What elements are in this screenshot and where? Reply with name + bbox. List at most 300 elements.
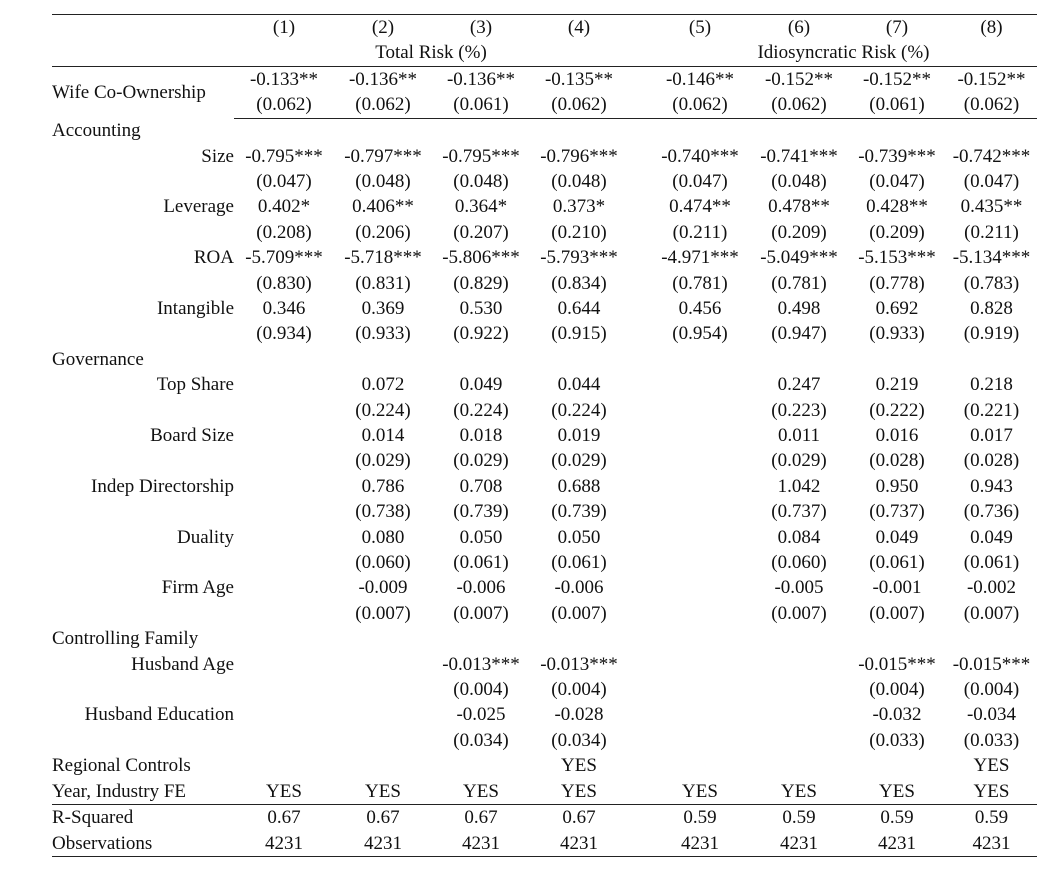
coef-col-5: 0.456 xyxy=(678,297,722,319)
coef-col-3: 0.050 xyxy=(459,526,503,548)
empty-cell xyxy=(946,626,1037,651)
empty-cell xyxy=(848,626,946,651)
coef-col-1 xyxy=(234,474,334,499)
main-se-col-1: (0.062) xyxy=(234,92,334,118)
coef-row xyxy=(52,474,1037,499)
se-col-8: (0.221) xyxy=(963,399,1020,421)
se-col-8: (0.061) xyxy=(963,552,1020,574)
footer-col-7: YES xyxy=(848,779,946,805)
se-row xyxy=(52,499,1037,524)
se-col-1 xyxy=(234,677,334,702)
coef-col-5 xyxy=(650,474,750,499)
coef-row xyxy=(52,296,1037,321)
coef-col-2: 0.786 xyxy=(361,475,405,497)
footer-col-8: YES xyxy=(973,755,1010,777)
coef-col-4: 0.019 xyxy=(557,425,601,446)
empty-cell xyxy=(750,626,848,651)
footer-col-5: 0.59 xyxy=(683,807,717,829)
column-gap xyxy=(628,40,650,66)
coef-col-1: 0.402* xyxy=(257,196,311,218)
footer-label: Observations xyxy=(52,831,234,857)
coef-col-3: 0.018 xyxy=(459,425,503,446)
footer-col-1: YES xyxy=(234,779,334,805)
coef-col-7: 0.428** xyxy=(866,196,928,218)
se-col-7: (0.061) xyxy=(869,552,925,574)
se-row-stub xyxy=(52,677,234,702)
se-col-5 xyxy=(650,499,750,524)
se-row xyxy=(52,677,1037,702)
coef-col-6 xyxy=(750,702,848,727)
coef-col-5: -4.971*** xyxy=(661,247,739,269)
column-gap xyxy=(628,702,650,727)
se-col-8: (0.736) xyxy=(963,501,1020,523)
se-col-7: (0.047) xyxy=(869,170,925,192)
se-col-3: (0.829) xyxy=(453,272,509,294)
coef-row xyxy=(52,702,1037,727)
main-coef-col-2: -0.136** xyxy=(348,68,418,90)
coef-col-2: 0.369 xyxy=(361,297,405,319)
se-col-6: (0.029) xyxy=(771,450,827,472)
empty-cell xyxy=(234,118,334,143)
row-main-coef xyxy=(52,66,1037,92)
se-row-stub xyxy=(52,448,234,473)
coef-col-1 xyxy=(234,702,334,727)
se-row-stub xyxy=(52,321,234,346)
variable-label: Firm Age xyxy=(161,577,234,599)
coef-col-1 xyxy=(234,575,334,600)
coef-col-5 xyxy=(650,372,750,397)
coef-col-6: -0.741*** xyxy=(760,145,838,167)
column-gap xyxy=(628,831,650,857)
coef-col-2: 0.072 xyxy=(361,374,405,396)
se-col-5: (0.047) xyxy=(672,170,728,192)
footer-row xyxy=(52,805,1037,831)
se-col-8: (0.004) xyxy=(963,679,1020,701)
se-col-3: (0.207) xyxy=(453,221,509,243)
section-title: Governance xyxy=(52,348,144,370)
coef-col-6: -5.049*** xyxy=(760,247,838,269)
coef-col-2: 0.014 xyxy=(361,425,405,446)
se-col-3: (0.922) xyxy=(453,323,509,345)
se-col-2: (0.029) xyxy=(355,450,411,472)
se-row xyxy=(52,220,1037,245)
coef-col-2: -5.718*** xyxy=(344,247,422,269)
se-col-1 xyxy=(234,601,334,626)
column-gap xyxy=(628,372,650,397)
se-col-4: (0.029) xyxy=(551,450,607,472)
footer-label: R-Squared xyxy=(52,807,134,829)
column-gap xyxy=(628,92,650,118)
section-title: Accounting xyxy=(52,120,141,142)
footer-col-4: YES xyxy=(530,779,628,805)
footer-label: Year, Industry FE xyxy=(52,779,234,805)
coef-col-1: 0.346 xyxy=(262,297,306,319)
footer-col-3: YES xyxy=(432,779,530,805)
se-col-5 xyxy=(650,550,750,575)
coef-row xyxy=(52,423,1037,448)
main-coef-col-5: -0.146** xyxy=(665,68,735,90)
se-col-1: (0.830) xyxy=(256,272,312,294)
variable-label: Board Size xyxy=(150,425,234,446)
coef-col-6: 0.084 xyxy=(777,526,821,548)
variable-label: Husband Education xyxy=(84,704,234,726)
se-col-2 xyxy=(334,728,432,753)
coef-row xyxy=(52,194,1037,219)
se-col-6: (0.781) xyxy=(771,272,827,294)
column-gap xyxy=(628,194,650,219)
coef-col-1 xyxy=(234,652,334,677)
footer-row xyxy=(52,831,1037,857)
se-col-8: (0.028) xyxy=(963,450,1020,472)
section-header-row xyxy=(52,118,1037,143)
se-col-5 xyxy=(650,728,750,753)
coef-col-8: -0.742*** xyxy=(952,145,1031,167)
se-col-1 xyxy=(234,728,334,753)
se-col-3: (0.007) xyxy=(453,602,509,624)
se-row-stub xyxy=(52,728,234,753)
coef-col-1: -5.709*** xyxy=(245,247,323,269)
empty-cell xyxy=(946,347,1037,372)
se-col-4: (0.007) xyxy=(551,602,607,624)
column-gap xyxy=(628,575,650,600)
se-col-3: (0.739) xyxy=(453,501,509,523)
se-col-1 xyxy=(234,499,334,524)
regression-table-body xyxy=(52,15,1037,857)
se-col-4: (0.034) xyxy=(551,729,607,751)
regression-table xyxy=(52,14,1037,857)
column-gap xyxy=(628,728,650,753)
main-se-col-5: (0.062) xyxy=(650,92,750,118)
se-col-6 xyxy=(750,677,848,702)
se-col-8: (0.211) xyxy=(964,221,1019,243)
column-gap xyxy=(628,321,650,346)
main-se-col-6: (0.062) xyxy=(750,92,848,118)
se-col-4: (0.004) xyxy=(551,679,607,701)
se-col-5: (0.954) xyxy=(672,323,728,345)
column-gap xyxy=(628,805,650,831)
se-col-2: (0.206) xyxy=(355,221,411,243)
se-col-3: (0.029) xyxy=(453,450,509,472)
se-row xyxy=(52,601,1037,626)
footer-col-8: YES xyxy=(946,779,1037,805)
se-col-2: (0.831) xyxy=(355,272,411,294)
coef-col-4: -5.793*** xyxy=(540,247,618,269)
coef-col-7: -5.153*** xyxy=(858,247,936,269)
footer-col-4: YES xyxy=(561,755,597,777)
column-number-col-1: (1) xyxy=(234,15,334,41)
coef-col-3: 0.708 xyxy=(459,475,503,497)
coef-col-6: 0.498 xyxy=(777,297,821,319)
column-number-col-7: (7) xyxy=(848,15,946,41)
coef-col-5 xyxy=(650,702,750,727)
empty-cell xyxy=(650,118,750,143)
coef-col-8: -0.015*** xyxy=(952,653,1031,675)
footer-col-7 xyxy=(848,753,946,778)
column-number-col-2: (2) xyxy=(334,15,432,41)
coef-col-4: 0.644 xyxy=(557,297,601,319)
se-col-2 xyxy=(334,677,432,702)
se-col-7: (0.028) xyxy=(869,450,925,472)
se-col-7: (0.737) xyxy=(869,501,925,523)
footer-col-3: 4231 xyxy=(432,831,530,857)
coef-col-8: -5.134*** xyxy=(952,247,1031,269)
se-col-5: (0.211) xyxy=(672,221,728,243)
empty-cell xyxy=(848,347,946,372)
coef-col-3: 0.364* xyxy=(454,196,508,218)
column-gap xyxy=(628,144,650,169)
footer-col-1: 4231 xyxy=(234,831,334,857)
coef-col-8: 0.218 xyxy=(970,374,1013,396)
column-gap xyxy=(628,474,650,499)
footer-col-2: 4231 xyxy=(334,831,432,857)
se-col-1 xyxy=(234,550,334,575)
coef-col-1 xyxy=(234,372,334,397)
coef-col-6: 1.042 xyxy=(777,475,821,497)
se-col-6: (0.060) xyxy=(771,552,827,574)
empty-cell xyxy=(946,118,1037,143)
empty-cell xyxy=(432,347,530,372)
footer-col-6 xyxy=(750,753,848,778)
se-col-6: (0.737) xyxy=(771,501,827,523)
variable-label: Intangible xyxy=(156,297,234,319)
coef-col-2 xyxy=(334,702,432,727)
footer-row xyxy=(52,753,1037,778)
footer-col-1: 0.67 xyxy=(267,807,301,829)
se-col-8: (0.007) xyxy=(963,602,1020,624)
coef-row xyxy=(52,144,1037,169)
coef-col-4: 0.688 xyxy=(557,475,601,497)
coef-col-2: 0.406** xyxy=(352,196,414,218)
empty-cell xyxy=(334,347,432,372)
coef-col-4: 0.044 xyxy=(557,374,601,396)
empty-cell xyxy=(334,626,432,651)
se-col-7: (0.007) xyxy=(869,602,925,624)
main-se-col-2: (0.062) xyxy=(334,92,432,118)
empty-cell xyxy=(750,347,848,372)
column-number-col-5: (5) xyxy=(650,15,750,41)
main-coef-col-8: -0.152** xyxy=(957,68,1026,90)
group-label-total-risk: Total Risk (%) xyxy=(234,40,628,66)
column-gap xyxy=(628,245,650,270)
se-col-8: (0.033) xyxy=(963,729,1020,751)
column-gap xyxy=(628,296,650,321)
coef-col-2 xyxy=(334,652,432,677)
footer-row xyxy=(52,779,1037,805)
coef-col-5 xyxy=(650,423,750,448)
empty-cell xyxy=(628,347,650,372)
coef-col-7: -0.032 xyxy=(872,704,922,726)
column-gap xyxy=(628,448,650,473)
empty-cell xyxy=(650,347,750,372)
se-col-4: (0.224) xyxy=(551,399,607,421)
variable-label: Leverage xyxy=(163,196,234,218)
coef-col-7: 0.692 xyxy=(875,297,919,319)
empty-cell xyxy=(432,626,530,651)
se-row xyxy=(52,169,1037,194)
column-gap xyxy=(628,601,650,626)
se-row-stub xyxy=(52,398,234,423)
column-number-col-4: (4) xyxy=(530,15,628,41)
se-col-7: (0.778) xyxy=(869,272,925,294)
se-col-2: (0.933) xyxy=(355,323,411,345)
empty-cell xyxy=(432,118,530,143)
footer-col-6: 0.59 xyxy=(782,807,816,829)
coef-col-5: 0.474** xyxy=(669,196,731,218)
se-col-6: (0.007) xyxy=(771,602,827,624)
se-col-2: (0.048) xyxy=(355,170,411,192)
se-col-4: (0.739) xyxy=(551,501,607,523)
coef-row xyxy=(52,652,1037,677)
variable-label: Top Share xyxy=(156,374,234,396)
se-row xyxy=(52,321,1037,346)
coef-col-3: -0.795*** xyxy=(442,145,520,167)
variable-label: Indep Directorship xyxy=(91,475,234,497)
main-coef-col-7: -0.152** xyxy=(862,68,932,90)
coef-col-2: -0.797*** xyxy=(344,145,422,167)
main-coef-col-4: -0.135** xyxy=(544,68,614,90)
se-row xyxy=(52,398,1037,423)
coef-col-5: -0.740*** xyxy=(661,145,739,167)
footer-col-1 xyxy=(234,753,334,778)
se-col-5 xyxy=(650,601,750,626)
main-se-col-8: (0.062) xyxy=(946,92,1037,118)
column-gap xyxy=(628,677,650,702)
empty-cell xyxy=(628,118,650,143)
se-col-3: (0.061) xyxy=(453,552,509,574)
empty-cell xyxy=(530,118,628,143)
footer-col-4: 4231 xyxy=(530,831,628,857)
column-number-col-6: (6) xyxy=(750,15,848,41)
empty-cell xyxy=(234,347,334,372)
header-group-labels xyxy=(52,40,1037,66)
coef-row xyxy=(52,372,1037,397)
se-col-5 xyxy=(650,398,750,423)
coef-col-5 xyxy=(650,525,750,550)
empty-cell xyxy=(334,118,432,143)
se-col-1 xyxy=(234,448,334,473)
coef-col-3: -0.025 xyxy=(456,704,506,726)
group-label-idiosyncratic-risk: Idiosyncratic Risk (%) xyxy=(650,40,1037,66)
empty-cell xyxy=(530,347,628,372)
coef-col-8: 0.943 xyxy=(970,475,1013,497)
empty-cell xyxy=(848,118,946,143)
coef-col-8: 0.049 xyxy=(970,526,1013,548)
se-col-2: (0.060) xyxy=(355,552,411,574)
coef-col-1 xyxy=(234,525,334,550)
se-col-5: (0.781) xyxy=(672,272,728,294)
column-gap xyxy=(628,398,650,423)
main-coef-col-1: -0.133** xyxy=(249,68,319,90)
variable-label-wife-co-ownership: Wife Co-Ownership xyxy=(52,81,206,103)
column-gap xyxy=(628,652,650,677)
se-col-3: (0.048) xyxy=(453,170,509,192)
coef-row xyxy=(52,575,1037,600)
footer-col-5 xyxy=(650,753,750,778)
se-row-stub xyxy=(52,550,234,575)
se-col-4: (0.048) xyxy=(551,170,607,192)
se-col-6 xyxy=(750,728,848,753)
column-gap xyxy=(628,423,650,448)
main-se-col-3: (0.061) xyxy=(432,92,530,118)
footer-col-4: 0.67 xyxy=(562,807,596,829)
coef-col-7: -0.001 xyxy=(872,577,922,599)
se-col-2: (0.738) xyxy=(355,501,411,523)
se-col-6: (0.947) xyxy=(771,323,827,345)
se-col-6: (0.048) xyxy=(771,170,827,192)
coef-row xyxy=(52,245,1037,270)
coef-col-4: -0.796*** xyxy=(540,145,618,167)
section-header-row xyxy=(52,626,1037,651)
footer-col-8: 0.59 xyxy=(974,807,1009,829)
coef-col-5 xyxy=(650,575,750,600)
se-row xyxy=(52,728,1037,753)
se-row-stub xyxy=(52,271,234,296)
se-col-1 xyxy=(234,398,334,423)
footer-col-6: YES xyxy=(750,779,848,805)
se-col-3: (0.224) xyxy=(453,399,509,421)
coef-col-3: 0.530 xyxy=(459,297,503,319)
footer-col-8: 4231 xyxy=(946,831,1037,857)
header-stub xyxy=(52,40,234,66)
empty-cell xyxy=(628,626,650,651)
se-col-4: (0.210) xyxy=(551,221,607,243)
coef-col-3: -0.006 xyxy=(456,577,506,599)
coef-col-7: 0.049 xyxy=(875,526,919,548)
coef-col-4: 0.373* xyxy=(552,196,606,218)
se-row-stub xyxy=(52,601,234,626)
footer-label: Regional Controls xyxy=(52,755,191,777)
column-gap xyxy=(628,271,650,296)
se-col-1: (0.934) xyxy=(256,323,312,345)
coef-col-6: 0.478** xyxy=(768,196,830,218)
se-row-stub xyxy=(52,499,234,524)
se-col-8: (0.783) xyxy=(963,272,1020,294)
coef-col-6: -0.005 xyxy=(774,577,824,599)
coef-col-7: -0.015*** xyxy=(858,653,936,675)
column-number-col-8: (8) xyxy=(946,15,1037,41)
se-col-7: (0.033) xyxy=(869,729,925,751)
column-number-col-3: (3) xyxy=(432,15,530,41)
se-col-2: (0.007) xyxy=(355,602,411,624)
column-gap xyxy=(628,169,650,194)
coef-col-8: 0.435** xyxy=(960,196,1023,218)
variable-label: ROA xyxy=(193,247,234,269)
se-row-stub xyxy=(52,220,234,245)
main-coef-col-3: -0.136** xyxy=(446,68,516,90)
footer-col-2: 0.67 xyxy=(366,807,400,829)
coef-col-7: 0.219 xyxy=(875,374,919,396)
se-col-8: (0.919) xyxy=(963,323,1020,345)
se-row-stub xyxy=(52,169,234,194)
coef-col-7: 0.950 xyxy=(875,475,919,497)
footer-col-6: 4231 xyxy=(750,831,848,857)
se-col-1: (0.208) xyxy=(256,221,312,243)
coef-col-2: 0.080 xyxy=(361,526,405,548)
coef-col-1 xyxy=(234,423,334,448)
section-title: Controlling Family xyxy=(52,628,199,650)
se-col-7: (0.933) xyxy=(869,323,925,345)
se-col-6: (0.209) xyxy=(771,221,827,243)
variable-label: Duality xyxy=(177,526,234,548)
coef-col-8: -0.034 xyxy=(966,704,1017,726)
empty-cell xyxy=(650,626,750,651)
empty-cell xyxy=(750,118,848,143)
se-col-7: (0.222) xyxy=(869,399,925,421)
empty-cell xyxy=(530,626,628,651)
main-se-col-7: (0.061) xyxy=(848,92,946,118)
column-gap xyxy=(628,779,650,805)
coef-row xyxy=(52,525,1037,550)
